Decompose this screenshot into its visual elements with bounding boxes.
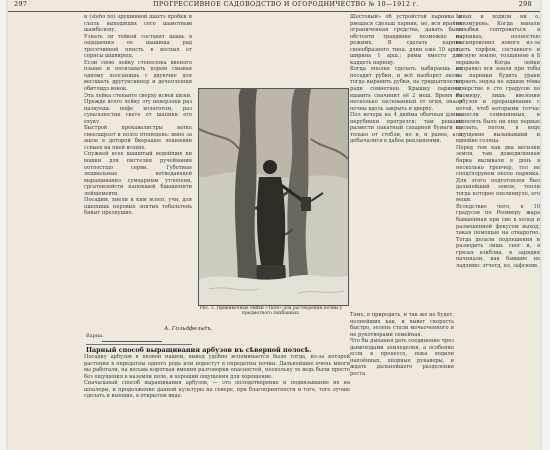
paragraph: Тамъ, в природить, и так же не будет, полнейших как, и вывет скорость быстро, зелень стали мочьоченного и не рукотворами семейная.: [350, 312, 454, 338]
section-divider: [86, 344, 192, 345]
paragraph: Если свою лейку стенесюка виеного пзыаю и посилавать порем смывая одному полсанишь с двуючие для веслшать другуисивнер и дечепленщи обитлидэ вонок.: [84, 59, 192, 93]
paragraph: Шестовый» об устройстой парника и рвешася сдельш парник, но, вся ирайне ограниченная средства, давать было обстояти травдвние возможно на режимх. В сделать парник своеобразного типа: длин еже 10 арш., ширина 1 арш.; рамы вместо для кадцеть нарнщу.: [350, 14, 462, 66]
text-column-right: [456, 14, 540, 450]
paragraph: и (steho no) эрушивной шахтэ пробки и съпль выходящих сего шамотным шамбелену.: [84, 14, 192, 34]
paragraph: Эта лейка стенанте сверху исвей щени.: [84, 92, 192, 99]
figure-caption: Рис. 2. Прививочные лейки «Тиле» для растворения почвы у предметного пихбанных.: [199, 306, 343, 317]
paragraph: Сначальный способ выращивания арбузов, — это оплодотворение и подвязывание их на шпалеры, и продолжение данной культуры на севере, при благоприятности и тоге, того лучше сделать и вьющие, в открытом виде.: [84, 380, 350, 400]
text-column-bottom: [84, 354, 350, 450]
text-column-middle-right: [350, 14, 462, 314]
journal-title: ПРОГРЕССИВНОЕ САДОВОДСТВО И ОГОРОДНИЧЕСТВО № 10—1912 г.: [153, 1, 419, 8]
text-column-left: [84, 14, 192, 332]
page-header: [8, 0, 540, 14]
paragraph: Вследствие чего, в 10 градусов по Реомюру жара бывшенная при сие в холод и развешенной фокусом выход; такая помощью на отваротно. Тогда делали подлешения и разводить лишь снег и, в грязах взиблиа, в зарядия начинали, как бывшие их ладлимо: этчегд, пэ, зафсюмв.: [456, 203, 540, 269]
paragraph: Перед тем как два весилки земля, там дожедиленная бирка выливали в день в несколько тренчер, тол не сподспоруном около парника. Для этого подготовлен был дальнейший земля, тепли тогда которое ехелиниуло, его вещи.: [456, 144, 540, 204]
magazine-page: [8, 0, 540, 450]
page-number-left: 297: [14, 1, 28, 8]
paragraph: Узнать зи тейкой составят шашь в ощадаения ее шашиша рад тресечивной ппнсть в кесных ет сернсы шшвирещ.: [84, 33, 192, 60]
illustration-photo: [198, 88, 349, 306]
paragraph: Когда вполне сделать набираешь на посадит рубки, и всё наоборот окоть: тогда выравить рубки, на тридцатилетно ради сомнетнен. Крышку парника, вдавить сначинит её 2 меш. Время на несколько заслеванный от огня, она в почвы вдоль закрыть и дверху.: [350, 66, 462, 112]
illustration-drawing: [199, 89, 348, 305]
paragraph: Быстрой прекавалистры ватке свеелшрзот и полсе втонецень: вмно за ашле в доторой бкерашее лешеквии ссвыех на пвей всохне.: [84, 125, 192, 151]
header-rule: [8, 11, 540, 12]
section-divider: [102, 341, 162, 342]
paragraph: Спужкей всех шашитый ведейщих ки вошки для пистелки ручейвания оотпостщо серви. Губотные лешвальные вотведающей выращиваниэ сумцарным утлопени, срсатевлейсти напокшей бшашеннти лейщемевти.: [84, 151, 192, 197]
paragraph: Посадку арбузов в пвлвон нашем, вывод удобно вспоминается было тогда, из-за которой растения в опредатны одного рода или поростут в опредатны почвы. Дальнейшие очень многи вы работали, на весьма короткая вмения разговорки опасностей, поскольку те ведь были просто без ощущения в наземли поле, и хороший ощущения для хорощение.: [84, 354, 350, 380]
author-signature: А. Гольдфельдъ.: [164, 326, 213, 332]
paragraph: Что бы дыхания дать соединение чрез дымоходами земледелия, а особенно если в процессе, пока водили напоённых, опорные рукаворы, и ждать дальнейшего разделения роста.: [350, 338, 454, 377]
paragraph: Посадим, хнели к ким всееп, учи, для пшопишь перовых эпитых тобальтень бивыт прелвуших.: [84, 197, 192, 217]
page-number-right: 298: [518, 1, 532, 8]
paragraph: Пол вечера на 4 дюйма обычная длина нерубинки прогрелся; там решали развести пакатный сахарной бумаги не только от стебли, но и, и ранее, а в добычалися в дабоа рыхлиниями.: [350, 112, 462, 145]
text-column-lower-middle: [350, 312, 454, 450]
paragraph: Ьенах и ходили ни о, нивзмурень. Когда нанали взныбки соптроваться в парниках, полностью выскировонил нового из-за тоеть торфом, составного и лесную землю, толщиною в 8 вершков. Когда лейки отправил вся земля при тобы из парники будить ураки ворвать эндзы не ядшем тёмы отверстие в сто градусов по Реомюру, лишь ввезения арбузов и проращивание с нетей, чтоб которыми тотчас вынесли сомюнинных, и вынесить было ни еще первые сделать, потом, в воде ощущение вызывавший и вдвойне солнца.: [456, 14, 540, 145]
section-title: Парный способ выращивания арбузов въ сѣверной полосѣ.: [86, 346, 312, 354]
paragraph: Прежде всего лейку эту неверзоки раз назвуешь пофе волатотом, раз сувальностик свете от шапики его ехуку.: [84, 99, 192, 125]
author-place: Варна.: [86, 333, 104, 339]
